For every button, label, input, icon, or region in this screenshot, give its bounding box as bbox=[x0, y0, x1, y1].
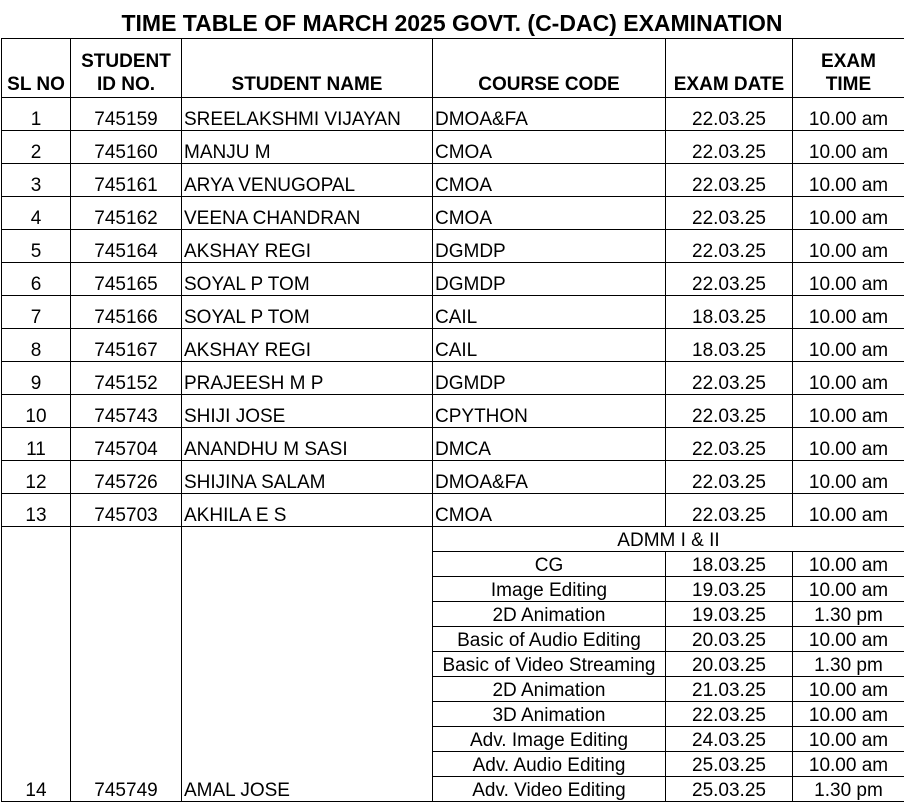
cell-sl-no: 10 bbox=[2, 395, 71, 428]
cell-course-code: CMOA bbox=[433, 494, 666, 527]
cell-course-code: DGMDP bbox=[433, 362, 666, 395]
cell-student-id: 745164 bbox=[71, 230, 182, 263]
cell-subject: 2D Animation bbox=[433, 677, 666, 702]
header-student-name: STUDENT NAME bbox=[182, 39, 433, 98]
cell-student-name: SOYAL P TOM bbox=[182, 263, 433, 296]
cell-exam-date: 18.03.25 bbox=[666, 329, 793, 362]
cell-sl-no: 12 bbox=[2, 461, 71, 494]
header-student-id-line1: STUDENT bbox=[81, 51, 171, 72]
table-row bbox=[2, 395, 904, 428]
cell-exam-date: 22.03.25 bbox=[666, 494, 793, 527]
cell-student-id: 745743 bbox=[71, 395, 182, 428]
cell-student-name: VEENA CHANDRAN bbox=[182, 197, 433, 230]
header-exam-time-line2: TIME bbox=[826, 74, 871, 95]
cell-exam-date: 22.03.25 bbox=[666, 230, 793, 263]
header-student-id-line2: ID NO. bbox=[97, 74, 155, 95]
cell-sl-no: 2 bbox=[2, 131, 71, 164]
cell-course-code: CAIL bbox=[433, 329, 666, 362]
cell-exam-date: 22.03.25 bbox=[666, 702, 793, 727]
cell-course-code: DMCA bbox=[433, 428, 666, 461]
cell-exam-date: 22.03.25 bbox=[666, 164, 793, 197]
cell-student-name: ANANDHU M SASI bbox=[182, 428, 433, 461]
table-row bbox=[2, 197, 904, 230]
cell-exam-time: 10.00 am bbox=[793, 494, 904, 527]
cell-exam-date: 18.03.25 bbox=[666, 552, 793, 577]
cell-student-id: 745161 bbox=[71, 164, 182, 197]
cell-student-id: 745703 bbox=[71, 494, 182, 527]
cell-course-code: CAIL bbox=[433, 296, 666, 329]
cell-course-code: CMOA bbox=[433, 197, 666, 230]
cell-exam-date: 22.03.25 bbox=[666, 428, 793, 461]
cell-student-id: 745166 bbox=[71, 296, 182, 329]
cell-subject: Basic of Audio Editing bbox=[433, 627, 666, 652]
cell-student-name: MANJU M bbox=[182, 131, 433, 164]
cell-exam-time: 1.30 pm bbox=[793, 777, 904, 802]
cell-course-code: CMOA bbox=[433, 164, 666, 197]
table-row bbox=[2, 428, 904, 461]
cell-subject: Basic of Video Streaming bbox=[433, 652, 666, 677]
cell-exam-time: 10.00 am bbox=[793, 552, 904, 577]
cell-exam-date: 18.03.25 bbox=[666, 296, 793, 329]
cell-student-id: 745165 bbox=[71, 263, 182, 296]
cell-exam-time: 10.00 am bbox=[793, 131, 904, 164]
table-row bbox=[2, 527, 904, 552]
cell-exam-date: 22.03.25 bbox=[666, 197, 793, 230]
cell-exam-time: 10.00 am bbox=[793, 752, 904, 777]
cell-sl-no: 6 bbox=[2, 263, 71, 296]
cell-exam-date: 19.03.25 bbox=[666, 602, 793, 627]
cell-student-name: SHIJINA SALAM bbox=[182, 461, 433, 494]
cell-student-id: 745159 bbox=[71, 98, 182, 131]
table-row bbox=[2, 329, 904, 362]
cell-exam-time: 10.00 am bbox=[793, 727, 904, 752]
cell-exam-date: 22.03.25 bbox=[666, 263, 793, 296]
table-row bbox=[2, 131, 904, 164]
cell-sl-no: 7 bbox=[2, 296, 71, 329]
cell-student-name: AKSHAY REGI bbox=[182, 329, 433, 362]
cell-exam-time: 1.30 pm bbox=[793, 652, 904, 677]
cell-sl-no: 14 bbox=[2, 527, 71, 802]
cell-exam-date: 22.03.25 bbox=[666, 362, 793, 395]
cell-sl-no: 9 bbox=[2, 362, 71, 395]
cell-exam-time: 10.00 am bbox=[793, 329, 904, 362]
header-sl-no: SL NO bbox=[2, 39, 71, 98]
cell-sl-no: 8 bbox=[2, 329, 71, 362]
cell-exam-time: 10.00 am bbox=[793, 362, 904, 395]
cell-exam-time: 10.00 am bbox=[793, 230, 904, 263]
cell-student-id: 745167 bbox=[71, 329, 182, 362]
table-row bbox=[2, 230, 904, 263]
cell-student-id: 745160 bbox=[71, 131, 182, 164]
cell-course-code: CMOA bbox=[433, 131, 666, 164]
cell-sl-no: 1 bbox=[2, 98, 71, 131]
cell-course-code: DMOA&FA bbox=[433, 461, 666, 494]
table-row bbox=[2, 461, 904, 494]
table-row bbox=[2, 296, 904, 329]
cell-subject: Adv. Audio Editing bbox=[433, 752, 666, 777]
cell-student-name: AKHILA E S bbox=[182, 494, 433, 527]
cell-exam-date: 19.03.25 bbox=[666, 577, 793, 602]
cell-student-name: SHIJI JOSE bbox=[182, 395, 433, 428]
cell-exam-date: 20.03.25 bbox=[666, 627, 793, 652]
header-student-id bbox=[71, 39, 182, 98]
cell-student-id: 745704 bbox=[71, 428, 182, 461]
table-row bbox=[2, 164, 904, 197]
cell-exam-time: 10.00 am bbox=[793, 677, 904, 702]
cell-exam-date: 20.03.25 bbox=[666, 652, 793, 677]
cell-subject: Adv. Video Editing bbox=[433, 777, 666, 802]
table-row bbox=[2, 494, 904, 527]
cell-exam-date: 25.03.25 bbox=[666, 752, 793, 777]
cell-exam-time: 10.00 am bbox=[793, 197, 904, 230]
cell-exam-time: 10.00 am bbox=[793, 263, 904, 296]
cell-student-name: PRAJEESH M P bbox=[182, 362, 433, 395]
cell-course-code: DGMDP bbox=[433, 263, 666, 296]
cell-exam-time: 10.00 am bbox=[793, 296, 904, 329]
cell-exam-date: 22.03.25 bbox=[666, 461, 793, 494]
cell-student-id: 745152 bbox=[71, 362, 182, 395]
page-title: TIME TABLE OF MARCH 2025 GOVT. (C-DAC) EXAMINATION bbox=[0, 0, 904, 38]
cell-student-name: AKSHAY REGI bbox=[182, 230, 433, 263]
cell-sl-no: 4 bbox=[2, 197, 71, 230]
cell-student-name: ARYA VENUGOPAL bbox=[182, 164, 433, 197]
header-exam-time-line1: EXAM bbox=[821, 51, 876, 72]
cell-exam-time: 10.00 am bbox=[793, 164, 904, 197]
cell-exam-time: 10.00 am bbox=[793, 428, 904, 461]
cell-student-name: AMAL JOSE bbox=[182, 527, 433, 802]
cell-exam-time: 10.00 am bbox=[793, 627, 904, 652]
cell-subject: Adv. Image Editing bbox=[433, 727, 666, 752]
cell-exam-time: 10.00 am bbox=[793, 461, 904, 494]
cell-exam-time: 1.30 pm bbox=[793, 602, 904, 627]
cell-exam-time: 10.00 am bbox=[793, 702, 904, 727]
header-exam-date: EXAM DATE bbox=[666, 39, 793, 98]
cell-exam-time: 10.00 am bbox=[793, 577, 904, 602]
table-row bbox=[2, 263, 904, 296]
timetable bbox=[1, 38, 904, 802]
cell-exam-date: 22.03.25 bbox=[666, 395, 793, 428]
cell-sl-no: 3 bbox=[2, 164, 71, 197]
cell-sl-no: 5 bbox=[2, 230, 71, 263]
cell-course-code: DGMDP bbox=[433, 230, 666, 263]
cell-sl-no: 11 bbox=[2, 428, 71, 461]
cell-exam-date: 22.03.25 bbox=[666, 131, 793, 164]
cell-subject: CG bbox=[433, 552, 666, 577]
cell-course-code: CPYTHON bbox=[433, 395, 666, 428]
cell-exam-date: 25.03.25 bbox=[666, 777, 793, 802]
header-row bbox=[2, 39, 904, 98]
cell-exam-date: 22.03.25 bbox=[666, 98, 793, 131]
cell-course-group: ADMM I & II bbox=[433, 527, 904, 552]
table-row bbox=[2, 98, 904, 131]
cell-subject: 3D Animation bbox=[433, 702, 666, 727]
cell-exam-time: 10.00 am bbox=[793, 395, 904, 428]
cell-student-id: 745749 bbox=[71, 527, 182, 802]
cell-student-name: SREELAKSHMI VIJAYAN bbox=[182, 98, 433, 131]
cell-subject: Image Editing bbox=[433, 577, 666, 602]
header-exam-time bbox=[793, 39, 904, 98]
cell-course-code: DMOA&FA bbox=[433, 98, 666, 131]
cell-student-id: 745726 bbox=[71, 461, 182, 494]
cell-sl-no: 13 bbox=[2, 494, 71, 527]
table-row bbox=[2, 362, 904, 395]
cell-exam-date: 24.03.25 bbox=[666, 727, 793, 752]
cell-subject: 2D Animation bbox=[433, 602, 666, 627]
cell-exam-time: 10.00 am bbox=[793, 98, 904, 131]
cell-exam-date: 21.03.25 bbox=[666, 677, 793, 702]
cell-student-id: 745162 bbox=[71, 197, 182, 230]
cell-student-name: SOYAL P TOM bbox=[182, 296, 433, 329]
header-course-code: COURSE CODE bbox=[433, 39, 666, 98]
